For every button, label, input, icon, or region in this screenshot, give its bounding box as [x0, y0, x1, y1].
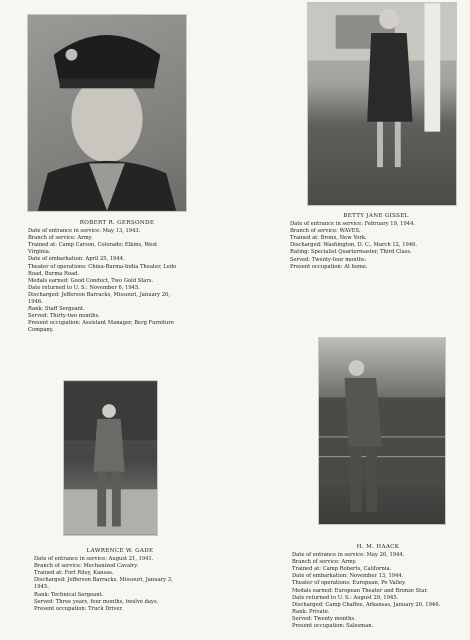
caption-hm-haack [292, 544, 464, 630]
caption-line: Medals earned: Good Conduct, Two Gold Stars. [28, 277, 154, 284]
caption-line: Company. [28, 327, 54, 334]
caption-line: Trained at: Camp Carson, Colorado; Elkins, West [28, 242, 158, 249]
photo-lawrence-gade [63, 380, 158, 536]
caption-line: 1946. [28, 299, 43, 306]
caption-line: Present occupation: Salesman. [292, 623, 374, 630]
caption-line: Present occupation: Truck Driver. [34, 605, 123, 612]
caption-line: Rating: Specialist Quartermaster, Third Class. [290, 249, 412, 256]
caption-line: Rank: Staff Sergeant. [28, 306, 85, 313]
caption-line: 1945. [34, 584, 49, 591]
caption-line: Virginia. [28, 249, 51, 256]
caption-line: Present occupation: Assistant Manager, Berg Furniture [28, 320, 174, 327]
caption-line: Date of entrance in service: February 19, 1944. [290, 221, 416, 228]
caption-line: Trained at: Fort Riley, Kansas. [34, 570, 114, 577]
caption-line: Branch of service: Army. [292, 559, 357, 566]
caption-lawrence-gade [34, 548, 206, 613]
caption-line: Date returned to U. S.: August 29, 1945. [292, 594, 399, 601]
caption-line: Date of embarkation: April 25, 1944. [28, 256, 125, 263]
soldier-figure [64, 381, 157, 535]
soldier-name: BETTY JANE GISSEL [343, 213, 409, 219]
caption-line: Theater of operations: European, Po Valley. [292, 580, 406, 587]
caption-line: Trained at: Bronx, New York. [290, 235, 367, 242]
caption-line: Medals earned: European Theater and Bronze Star. [292, 587, 428, 594]
caption-line: Discharged: Camp Chaffee, Arkansas, January 20, 1946. [292, 601, 441, 608]
caption-line: Trained at: Camp Roberts, California. [292, 566, 392, 573]
standing-figure [308, 3, 456, 205]
caption-line: Date of entrance in service: May 13, 1943. [28, 228, 141, 235]
soldier-name: H. M. HAACK [356, 544, 400, 550]
caption-line: Discharged: Jefferson Barracks, Missouri, January 3, [34, 577, 173, 584]
caption-line: Date of entrance in service: May 26, 1944. [292, 552, 405, 559]
soldier-name: ROBERT R. GERSONDE [79, 220, 155, 226]
caption-line: Date of entrance in service: August 21, 1941. [34, 556, 154, 563]
caption-line: Road, Burma Road. [28, 270, 80, 277]
caption-robert-gersonde [28, 220, 206, 335]
caption-line: Date returned to U. S.: November 6, 1945. [28, 284, 140, 291]
caption-line: Served: Thirty-two months. [28, 313, 100, 320]
photo-betty-jane-gissel [307, 2, 457, 206]
caption-line: Branch of service: WAVES. [290, 228, 361, 235]
caption-line: Served: Twenty months. [292, 615, 356, 622]
soldier-figure [319, 338, 445, 524]
caption-line: Rank: Private. [292, 608, 330, 615]
caption-line: Theater of operations: China-Burma-India Theater, Ledo [28, 263, 177, 270]
caption-betty-jane-gissel [290, 213, 462, 271]
caption-line: Served: Three years, four months, twelve days. [34, 598, 159, 605]
portrait-figure [28, 15, 186, 211]
caption-line: Date of embarkation: November 13, 1944. [292, 573, 404, 580]
caption-line: Discharged: Jefferson Barracks, Missouri, January 20, [28, 291, 170, 298]
caption-line: Branch of service: Mechanized Cavalry. [34, 563, 139, 570]
photo-hm-haack [318, 337, 446, 525]
soldier-name: LAWRENCE W. GADE [86, 548, 154, 554]
caption-line: Rank: Technical Sergeant. [34, 591, 104, 598]
photo-robert-gersonde [27, 14, 187, 212]
caption-line: Discharged: Washington, D. C., March 12, 1946. [290, 242, 418, 249]
caption-line: Branch of service: Army. [28, 235, 93, 242]
caption-line: Present occupation: At home. [290, 263, 368, 270]
caption-line: Served: Twenty-four months. [290, 256, 367, 263]
